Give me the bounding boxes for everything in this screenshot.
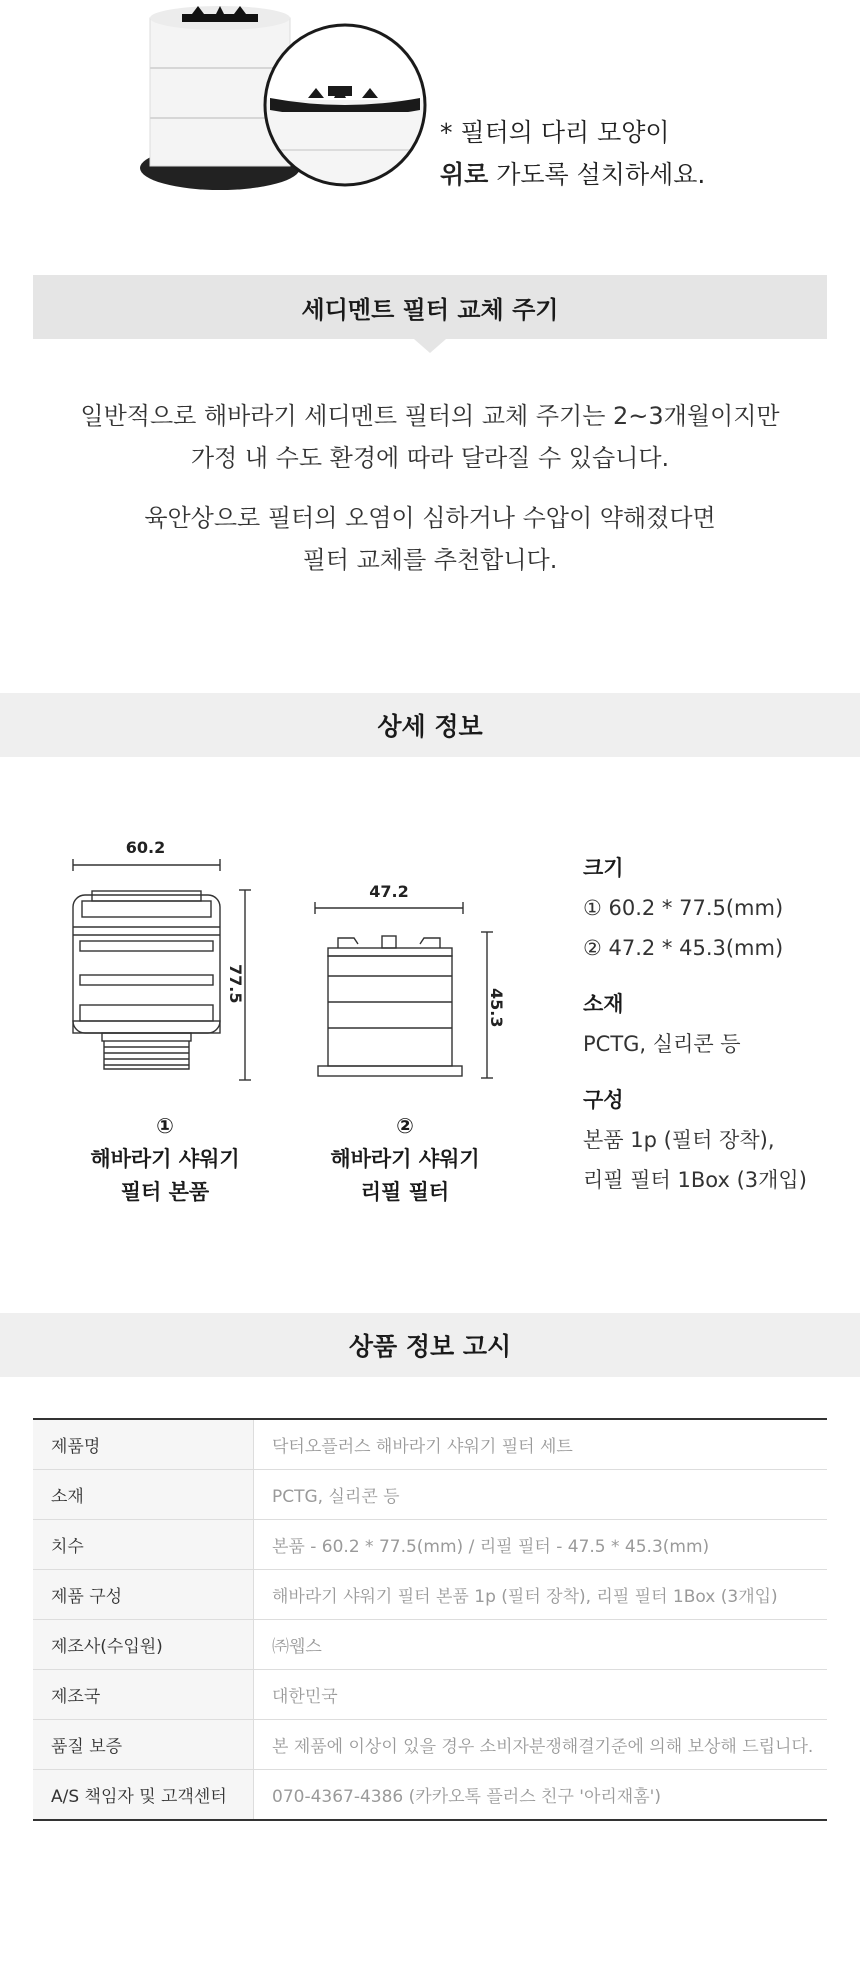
product1-name-line2: 필터 본품 [120, 1180, 210, 1204]
spec-composition-1: 본품 1p (필터 장착), [583, 1128, 775, 1152]
spec-material: PCTG, 실리콘 등 [583, 1032, 741, 1056]
product2-name-line2: 리필 필터 [360, 1180, 450, 1204]
table-value: 해바라기 샤워기 필터 본품 1p (필터 장착), 리필 필터 1Box (3개입) [254, 1570, 828, 1620]
table-row [33, 1520, 827, 1570]
table-row [33, 1419, 827, 1470]
spec-composition-title: 구성 [583, 1088, 624, 1112]
spec-size-title: 크기 [583, 856, 624, 880]
product1-height-label: 77.5 [226, 964, 245, 1004]
product2-height-label: 45.3 [487, 988, 506, 1028]
table-value: 본품 - 60.2 * 77.5(mm) / 리필 필터 - 47.5 * 45.3(mm) [254, 1520, 828, 1570]
product2-name-line1: 해바라기 샤워기 [330, 1147, 480, 1171]
table-row [33, 1470, 827, 1520]
table-row [33, 1620, 827, 1670]
cycle-section-title: 세디멘트 필터 교체 주기 [33, 275, 827, 339]
product2-width-label: 47.2 [369, 882, 409, 901]
table-value: 본 제품에 이상이 있을 경우 소비자분쟁해결기준에 의해 보상해 드립니다. [254, 1720, 828, 1770]
cycle-paragraph-2-line1: 육안상으로 필터의 오염이 심하거나 수압이 약해졌다면 [144, 504, 716, 532]
details-section-title: 상세 정보 [0, 693, 860, 757]
install-caption-emphasis: 위로 [440, 160, 489, 189]
table-value: 대한민국 [254, 1670, 828, 1720]
spec-size-1: ① 60.2 * 77.5(mm) [583, 896, 784, 920]
table-key: 치수 [33, 1520, 254, 1570]
table-value: 닥터오플러스 해바라기 샤워기 필터 세트 [254, 1419, 828, 1470]
table-key: 소재 [33, 1470, 254, 1520]
spec-composition-2: 리필 필터 1Box (3개입) [583, 1168, 807, 1192]
table-row [33, 1720, 827, 1770]
product2-label [300, 1110, 510, 1209]
table-value: ㈜웹스 [254, 1620, 828, 1670]
table-key: 제품 구성 [33, 1570, 254, 1620]
table-row [33, 1770, 827, 1821]
product2-number: ② [396, 1114, 414, 1138]
cycle-paragraph-1-line1: 일반적으로 해바라기 세디멘트 필터의 교체 주기는 2~3개월이지만 [80, 402, 780, 430]
table-row [33, 1670, 827, 1720]
product2-diagram [310, 898, 510, 1088]
install-caption-rest: 가도록 설치하세요. [488, 160, 706, 189]
product1-name-line1: 해바라기 샤워기 [90, 1147, 240, 1171]
cycle-paragraph-2 [0, 497, 860, 581]
notice-table [33, 1418, 827, 1821]
notice-section-title: 상품 정보 고시 [0, 1313, 860, 1377]
spec-list [583, 852, 853, 1200]
filter-product-image [130, 0, 430, 205]
cycle-paragraph-1 [0, 395, 860, 479]
product1-label [60, 1110, 270, 1209]
table-key: 제조사(수입원) [33, 1620, 254, 1670]
install-caption-line1: * 필터의 다리 모양이 [440, 118, 670, 147]
table-key: A/S 책임자 및 고객센터 [33, 1770, 254, 1821]
table-row [33, 1570, 827, 1620]
cycle-paragraph-2-line2: 필터 교체를 추천합니다. [302, 546, 558, 574]
table-key: 제품명 [33, 1419, 254, 1470]
table-key: 품질 보증 [33, 1720, 254, 1770]
table-value: PCTG, 실리콘 등 [254, 1470, 828, 1520]
table-value: 070-4367-4386 (카카오톡 플러스 친구 '아리재홈') [254, 1770, 828, 1821]
table-key: 제조국 [33, 1670, 254, 1720]
spec-material-title: 소재 [583, 992, 624, 1016]
install-caption [440, 112, 705, 196]
cycle-paragraph-1-line2: 가정 내 수도 환경에 따라 달라질 수 있습니다. [190, 444, 670, 472]
product1-number: ① [156, 1114, 174, 1138]
install-caption-line2 [440, 154, 705, 196]
product1-width-label: 60.2 [125, 838, 166, 857]
spec-size-2: ② 47.2 * 45.3(mm) [583, 936, 784, 960]
